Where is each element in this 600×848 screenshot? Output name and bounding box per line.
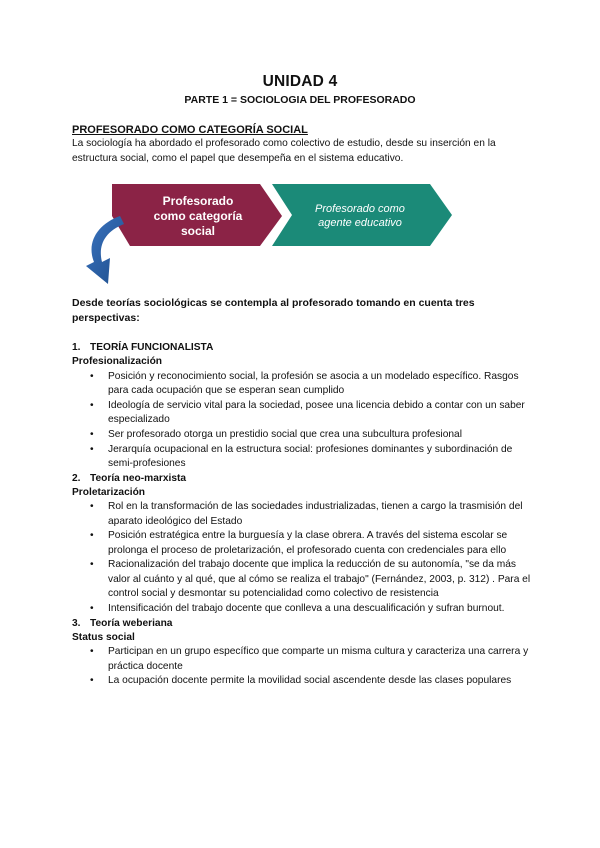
section-heading: PROFESORADO COMO CATEGORÍA SOCIAL: [72, 124, 308, 136]
list-item: • Jerarquía ocupacional en la estructura social: profesiones dominantes y subordinación de semi-profesiones: [72, 443, 532, 472]
list-item: • Intensificación del trabajo docente que conlleva a una descualificación y sufran burnout.: [72, 602, 532, 616]
page-subtitle: PARTE 1 = SOCIOLOGIA DEL PROFESORADO: [184, 94, 416, 106]
list-item: • Participan en un grupo específico que comparte un misma cultura y caracteriza una carrera y práctica docente: [72, 645, 532, 674]
left-chevron-line-2: como categoría: [153, 209, 243, 223]
theory-name: Teoría weberiana: [90, 617, 173, 629]
list-item: • Posición y reconocimiento social, la profesión se asocia a un modelado específico. Rasgos para cada ocupación que se esperan sean cumplido: [72, 370, 532, 399]
perspective-diagram: [80, 180, 460, 285]
theories-content: [72, 340, 532, 689]
theory-heading: [72, 341, 532, 355]
right-chevron-shape: [272, 184, 452, 246]
right-chevron-line-1: Profesorado como: [315, 203, 405, 215]
list-item: • Ser profesorado otorga un prestidio social que crea una subcultura profesional: [72, 428, 532, 442]
theory-heading: [72, 472, 532, 486]
theory-name: Teoría neo-marxista: [90, 472, 187, 484]
theory-name: TEORÍA FUNCIONALISTA: [90, 342, 214, 353]
list-item: • Posición estratégica entre la burguesía y la clase obrera. A través del sistema escolar se prolonga el proceso de proletarización, el profesorado cuenta con credenciales para ello: [72, 529, 532, 558]
list-item: • Ideología de servicio vital para la sociedad, posee una licencia debido a contar con un saber especializado: [72, 399, 532, 428]
theory-bullet-list: [72, 370, 532, 472]
list-item: • Racionalización del trabajo docente que implica la reducción de su autonomía, "se da más valor al cuánto y al qué, que al cómo se realiza el trabajo" (Fernández, 2003, p. 312) . Para el control social y desmontar su potencialidad como colectivo de resistencia: [72, 558, 532, 601]
theory-number: 3.: [72, 617, 81, 629]
right-chevron-line-2: agente educativo: [318, 217, 402, 229]
theory-bullet-list: [72, 500, 532, 616]
theory-subheading: Profesionalización: [72, 356, 163, 368]
list-item: • Rol en la transformación de las sociedades industrializadas, tienen a cargo la trasmisión del aparato ideológico del Estado: [72, 500, 532, 529]
list-item: • La ocupación docente permite la movilidad social ascendente desde las clases populares: [72, 674, 532, 688]
left-chevron-line-3: social: [180, 224, 216, 238]
page-title: UNIDAD 4: [262, 73, 338, 90]
intro-paragraph: La sociología ha abordado el profesorado como colectivo de estudio, desde su inserción en la estructura social, como el papel que desempeña en el sistema educativo.: [72, 138, 496, 164]
theory-number: 2.: [72, 472, 81, 484]
theory-heading: [72, 617, 532, 631]
left-chevron-line-1: Profesorado: [162, 194, 234, 208]
theory-number: 1.: [72, 342, 81, 353]
lead-paragraph: Desde teorías sociológicas se contempla al profesorado tomando en cuenta tres perspectivas:: [72, 297, 475, 324]
theory-bullet-list: [72, 645, 532, 688]
theory-subheading: Proletarización: [72, 486, 146, 498]
theory-subheading: Status social: [72, 631, 135, 643]
curved-arrow-icon: [86, 216, 124, 284]
